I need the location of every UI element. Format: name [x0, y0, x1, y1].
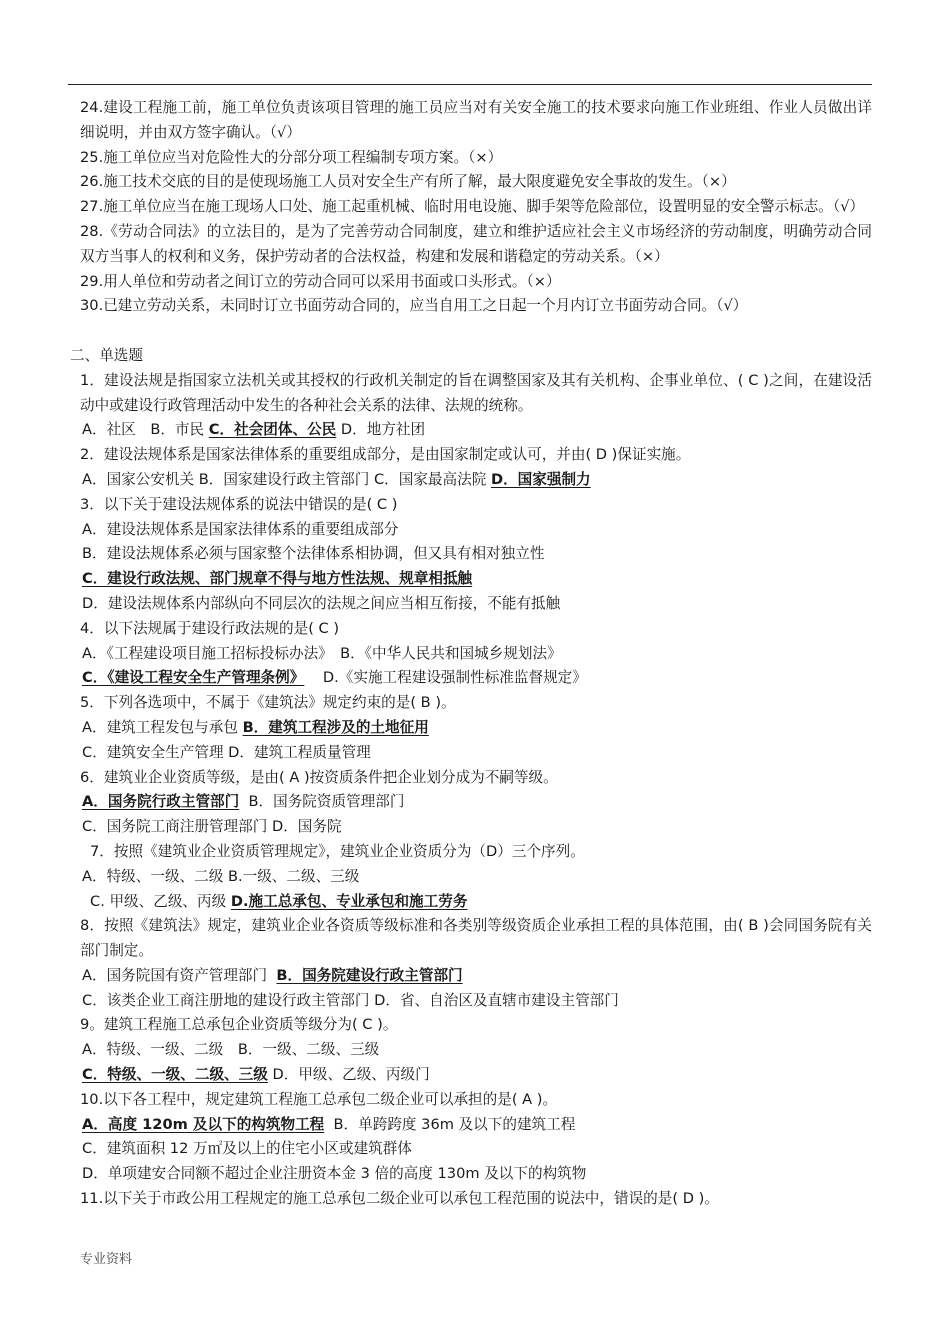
- q6-answer: A．国务院行政主管部门: [82, 793, 240, 811]
- q10-answer: A．高度 120m 及以下的构筑物工程: [82, 1115, 325, 1133]
- question-5-options: [80, 716, 872, 741]
- question-10-options: [80, 1113, 872, 1138]
- spacer: [80, 319, 872, 344]
- question-8-stem: 8．按照《建筑法》规定，建筑业企业各资质等级标准和各类别等级资质企业承担工程的具体范围，由( B )会同国务院有关部门制定。: [80, 917, 872, 960]
- q3-answer: C．建设行政法规、部门规章不得与地方性法规、规章相抵触: [82, 570, 473, 588]
- question-5-stem: 5．下列各选项中，不属于《建筑法》规定约束的是( B )。: [80, 694, 456, 712]
- q1-answer: C．社会团体、公民: [208, 421, 337, 439]
- q9-options-ab: A．特级、一级、二级 B．一级、二级、三级: [82, 1041, 380, 1059]
- question-7-options: [80, 890, 872, 915]
- q8-options-cd: C．该类企业工商注册地的建设行政主管部门 D．省、自治区及直辖市建设主管部门: [82, 991, 619, 1009]
- q4-option-d: D.《实施工程建设强制性标准监督规定》: [322, 669, 587, 687]
- section-title: 二、单选题: [70, 346, 143, 364]
- q7-answer: D.施工总承包、专业承包和施工劳务: [230, 892, 468, 910]
- q7-options-ab: A．特级、一级、二级 B.一级、二级、三级: [82, 867, 360, 885]
- q5-options-cd: C．建筑安全生产管理 D．建筑工程质量管理: [82, 743, 371, 761]
- q1-option-a: A．社区 B．市民: [82, 421, 205, 439]
- q2-options: A．国家公安机关 B．国家建设行政主管部门 C．国家最高法院: [82, 470, 487, 488]
- question-9-options: [80, 1063, 872, 1088]
- question-8-options: [80, 964, 872, 989]
- judgement-item-29: 29.用人单位和劳动者之间订立的劳动合同可以采用书面或口头形式。（×）: [80, 272, 561, 290]
- q9-answer: C．特级、一级、二级、三级: [82, 1066, 268, 1084]
- q4-options-ab: A．《工程建设项目施工招标投标办法》 B．《中华人民共和国城乡规划法》: [82, 644, 562, 662]
- judgement-item-24: 24.建设工程施工前，施工单位负责该项目管理的施工员应当对有关安全施工的技术要求向施工作业班组、作业人员做出详细说明，并由双方签字确认。（√）: [80, 99, 872, 141]
- q10-option-d: D．单项建安合同额不超过企业注册资本金 3 倍的高度 130m 及以下的构筑物: [82, 1165, 587, 1183]
- judgement-item-26: 26.施工技术交底的目的是使现场施工人员对安全生产有所了解，最大限度避免安全事故的发生。（×）: [80, 173, 736, 191]
- question-10-stem: 10.以下各工程中，规定建筑工程施工总承包二级企业可以承担的是( A )。: [80, 1090, 558, 1108]
- q3-option-b: B．建设法规体系必须与国家整个法律体系相协调，但又具有相对独立性: [82, 545, 545, 563]
- question-1-options: [80, 418, 872, 443]
- q8-option-a: A．国务院国有资产管理部门: [82, 966, 268, 984]
- document-body: [70, 96, 872, 1212]
- q7-option-c: C. 甲级、乙级、丙级: [90, 892, 227, 910]
- question-6-options: [80, 790, 872, 815]
- q10-option-b: B．单跨跨度 36m 及以下的建筑工程: [333, 1115, 576, 1133]
- page-footer: 专业资料: [80, 1252, 133, 1267]
- question-2-stem: 2．建设法规体系是国家法律体系的重要组成部分，是由国家制定或认可，并由( D )保证实施。: [80, 446, 691, 464]
- q10-option-c: C．建筑面积 12 万㎡及以上的住宅小区或建筑群体: [82, 1140, 412, 1158]
- judgement-item-27: 27.施工单位应当在施工现场人口处、施工起重机械、临时用电设施、脚手架等危险部位，设置明显的安全警示标志。（√）: [80, 198, 865, 216]
- question-6-stem: 6．建筑业企业资质等级，是由( A )按资质条件把企业划分成为不嗣等级。: [80, 768, 558, 786]
- q6-option-b: B．国务院资质管理部门: [248, 793, 405, 811]
- q1-option-d: D．地方社团: [340, 421, 426, 439]
- question-11-stem: 11.以下关于市政公用工程规定的施工总承包二级企业可以承包工程范围的说法中，错误的是( D )。: [80, 1190, 719, 1208]
- question-4-options: [80, 666, 872, 691]
- judgement-item-28: 28.《劳动合同法》的立法目的，是为了完善劳动合同制度，建立和维护适应社会主义市场经济的劳动制度，明确劳动合同双方当事人的权利和义务，保护劳动者的合法权益，构建和发展和谐稳定的劳动关系。（×）: [80, 222, 872, 265]
- q5-option-a: A．建筑工程发包与承包: [82, 718, 238, 736]
- q9-option-d: D．甲级、乙级、丙级门: [272, 1066, 430, 1084]
- q8-answer: B．国务院建设行政主管部门: [276, 966, 463, 984]
- question-7-stem: 7．按照《建筑业企业资质管理规定》，建筑业企业资质分为（D）三个序列。: [90, 842, 585, 860]
- question-4-stem: 4．以下法规属于建设行政法规的是( C ): [80, 619, 340, 637]
- judgement-item-25: 25.施工单位应当对危险性大的分部分项工程编制专项方案。（×）: [80, 148, 503, 166]
- q3-option-a: A．建设法规体系是国家法律体系的重要组成部分: [82, 520, 399, 538]
- q4-answer: C．《建设工程安全生产管理条例》: [82, 669, 305, 687]
- question-2-options: [80, 468, 872, 493]
- q3-option-d: D．建设法规体系内部纵向不同层次的法规之间应当相互衔接，不能有抵触: [82, 594, 561, 612]
- q6-options-cd: C．国务院工商注册管理部门 D．国务院: [82, 818, 342, 836]
- question-9-stem: 9。建筑工程施工总承包企业资质等级分为( C )。: [80, 1016, 398, 1034]
- question-1-stem: 1．建设法规是指国家立法机关或其授权的行政机关制定的旨在调整国家及其有关机构、企事业单位、( C )之间，在建设活动中或建设行政管理活动中发生的各种社会关系的法律、法规的统称。: [80, 371, 872, 414]
- header-rule: [68, 84, 872, 85]
- q5-answer: B．建筑工程涉及的土地征用: [242, 718, 429, 736]
- q2-answer: D．国家强制力: [490, 470, 591, 488]
- question-3-stem: 3．以下关于建设法规体系的说法中错误的是( C ): [80, 495, 398, 513]
- judgement-item-30: 30.已建立劳动关系，未同时订立书面劳动合同的，应当自用工之日起一个月内订立书面劳动合同。（√）: [80, 297, 748, 315]
